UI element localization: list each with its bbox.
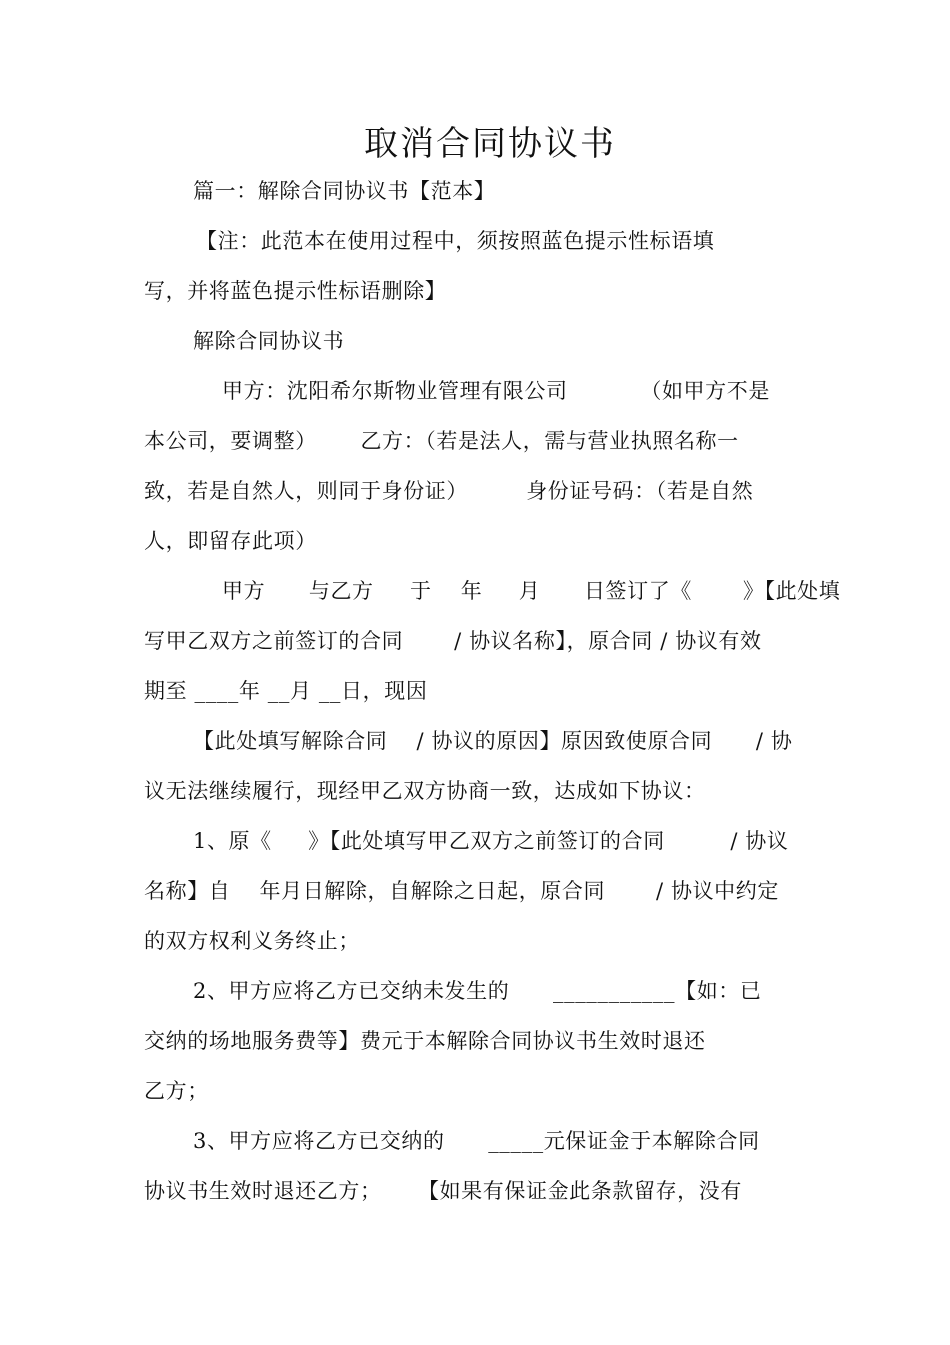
paragraph-line: 期至 ____年 __月 __日，现因: [144, 679, 428, 703]
note-line-2: 写，并将蓝色提示性标语删除】: [144, 279, 447, 303]
clause-line: 乙方；: [144, 1079, 209, 1103]
paragraph-line: 【此处填写解除合同 / 协议的原因】原因致使原合同 / 协: [193, 729, 793, 753]
subtitle-line: 篇一：解除合同协议书【范本】: [193, 179, 496, 203]
clause-line: 协议书生效时退还乙方； 【如果有保证金此条款留存，没有: [144, 1179, 742, 1203]
note-line-1: 【注：此范本在使用过程中，须按照蓝色提示性标语填: [196, 229, 715, 253]
clause-line: 3、甲方应将乙方已交纳的 _____元保证金于本解除合同: [193, 1129, 760, 1153]
heading-line: 解除合同协议书: [193, 329, 345, 353]
paragraph-line: 议无法继续履行，现经甲乙双方协商一致，达成如下协议：: [144, 779, 706, 803]
clause-line: 名称】自 年月日解除，自解除之日起，原合同 / 协议中约定: [144, 879, 779, 903]
document-title: 取消合同协议书: [364, 124, 616, 164]
clause-line: 的双方权利义务终止；: [144, 929, 360, 953]
paragraph-line: 本公司，要调整） 乙方：（若是法人，需与营业执照名称一: [144, 429, 739, 453]
paragraph-line: 人，即留存此项）: [144, 529, 317, 553]
paragraph-line: 甲方 与乙方 于 年 月 日签订了《 》【此处填: [222, 579, 841, 603]
clause-line: 1、原《 》【此处填写甲乙双方之前签订的合同 / 协议: [193, 829, 789, 853]
paragraph-line: 致，若是自然人，则同于身份证） 身份证号码：（若是自然: [144, 479, 754, 503]
paragraph-line: 甲方：沈阳希尔斯物业管理有限公司 （如甲方不是: [222, 379, 770, 403]
clause-line: 交纳的场地服务费等】费元于本解除合同协议书生效时退还: [144, 1029, 706, 1053]
clause-line: 2、甲方应将乙方已交纳未发生的 ___________【如：已: [193, 979, 762, 1003]
paragraph-line: 写甲乙双方之前签订的合同 / 协议名称】，原合同 / 协议有效: [144, 629, 762, 653]
